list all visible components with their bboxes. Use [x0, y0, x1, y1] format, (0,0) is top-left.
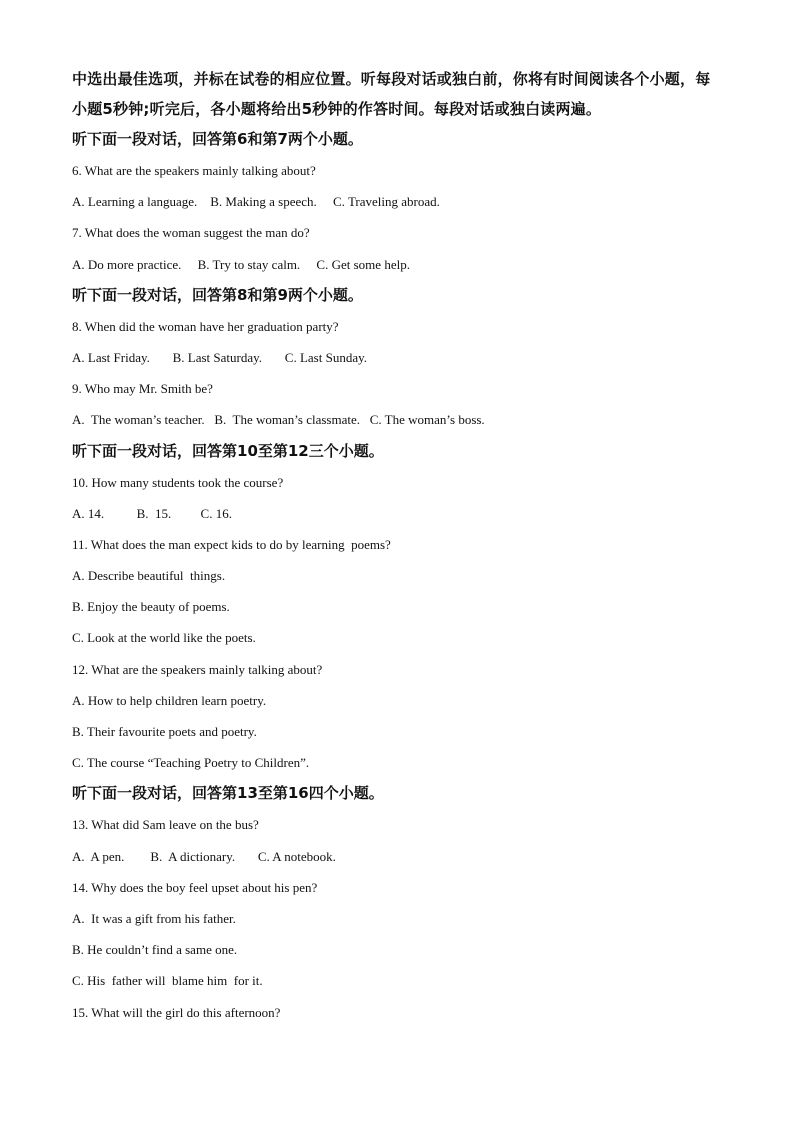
answer-options: A. How to help children learn poetry.: [72, 692, 267, 708]
question-text: 11. What does the man expect kids to do by learning poems?: [72, 536, 391, 552]
question-text: 8. When did the woman have her graduation party?: [72, 318, 339, 334]
section-heading: 听下面一段对话，回答第8和第9两个小题。: [72, 285, 363, 304]
answer-options: B. Their favourite poets and poetry.: [72, 724, 257, 739]
instructions-paragraph: 中选出最佳选项，并标在试卷的相应位置。听每段对话或独白前，你将有时间阅读各个小题，每小题5秒钟;听完后，各小题将给出5秒钟的作答时间。每段对话或独白读两遍。: [72, 70, 711, 118]
answer-options: A. The woman’s teacher. B. The woman’s classmate. C. The woman’s boss.: [72, 412, 485, 428]
answer-options: A. A pen. B. A dictionary. C. A notebook.: [72, 848, 336, 864]
question-list: [72, 124, 722, 1028]
answer-options: A. 14. B. 15. C. 16.: [72, 505, 232, 521]
answer-options: A. Do more practice. B. Try to stay calm. C. Get some help.: [72, 256, 410, 272]
section-heading: 听下面一段对话，回答第13至第16四个小题。: [72, 784, 384, 803]
question-text: 9. Who may Mr. Smith be?: [72, 381, 213, 397]
section-heading: 听下面一段对话，回答第6和第7两个小题。: [72, 130, 363, 148]
question-text: 12. What are the speakers mainly talking about?: [72, 661, 323, 677]
answer-options: B. Enjoy the beauty of poems.: [72, 599, 230, 615]
answer-options: C. His father will blame him for it.: [72, 973, 263, 989]
answer-options: A. Describe beautiful things.: [72, 568, 226, 584]
answer-options: C. The course “Teaching Poetry to Children”.: [72, 755, 310, 771]
question-text: 14. Why does the boy feel upset about his pen?: [72, 879, 318, 895]
section-heading: 听下面一段对话，回答第10至第12三个小题。: [72, 441, 384, 460]
exam-page: [72, 64, 722, 1028]
answer-options: B. He couldn’t find a same one.: [72, 942, 238, 958]
answer-options: A. Learning a language. B. Making a speech. C. Traveling abroad.: [72, 194, 440, 210]
question-text: 10. How many students took the course?: [72, 474, 284, 490]
question-text: 6. What are the speakers mainly talking about?: [72, 163, 316, 178]
answer-options: A. Last Friday. B. Last Saturday. C. Last Sunday.: [72, 349, 367, 365]
answer-options: A. It was a gift from his father.: [72, 910, 236, 926]
question-text: 7. What does the woman suggest the man do?: [72, 225, 310, 241]
question-text: 13. What did Sam leave on the bus?: [72, 817, 259, 833]
question-text: 15. What will the girl do this afternoon?: [72, 1004, 281, 1020]
answer-options: C. Look at the world like the poets.: [72, 630, 256, 646]
